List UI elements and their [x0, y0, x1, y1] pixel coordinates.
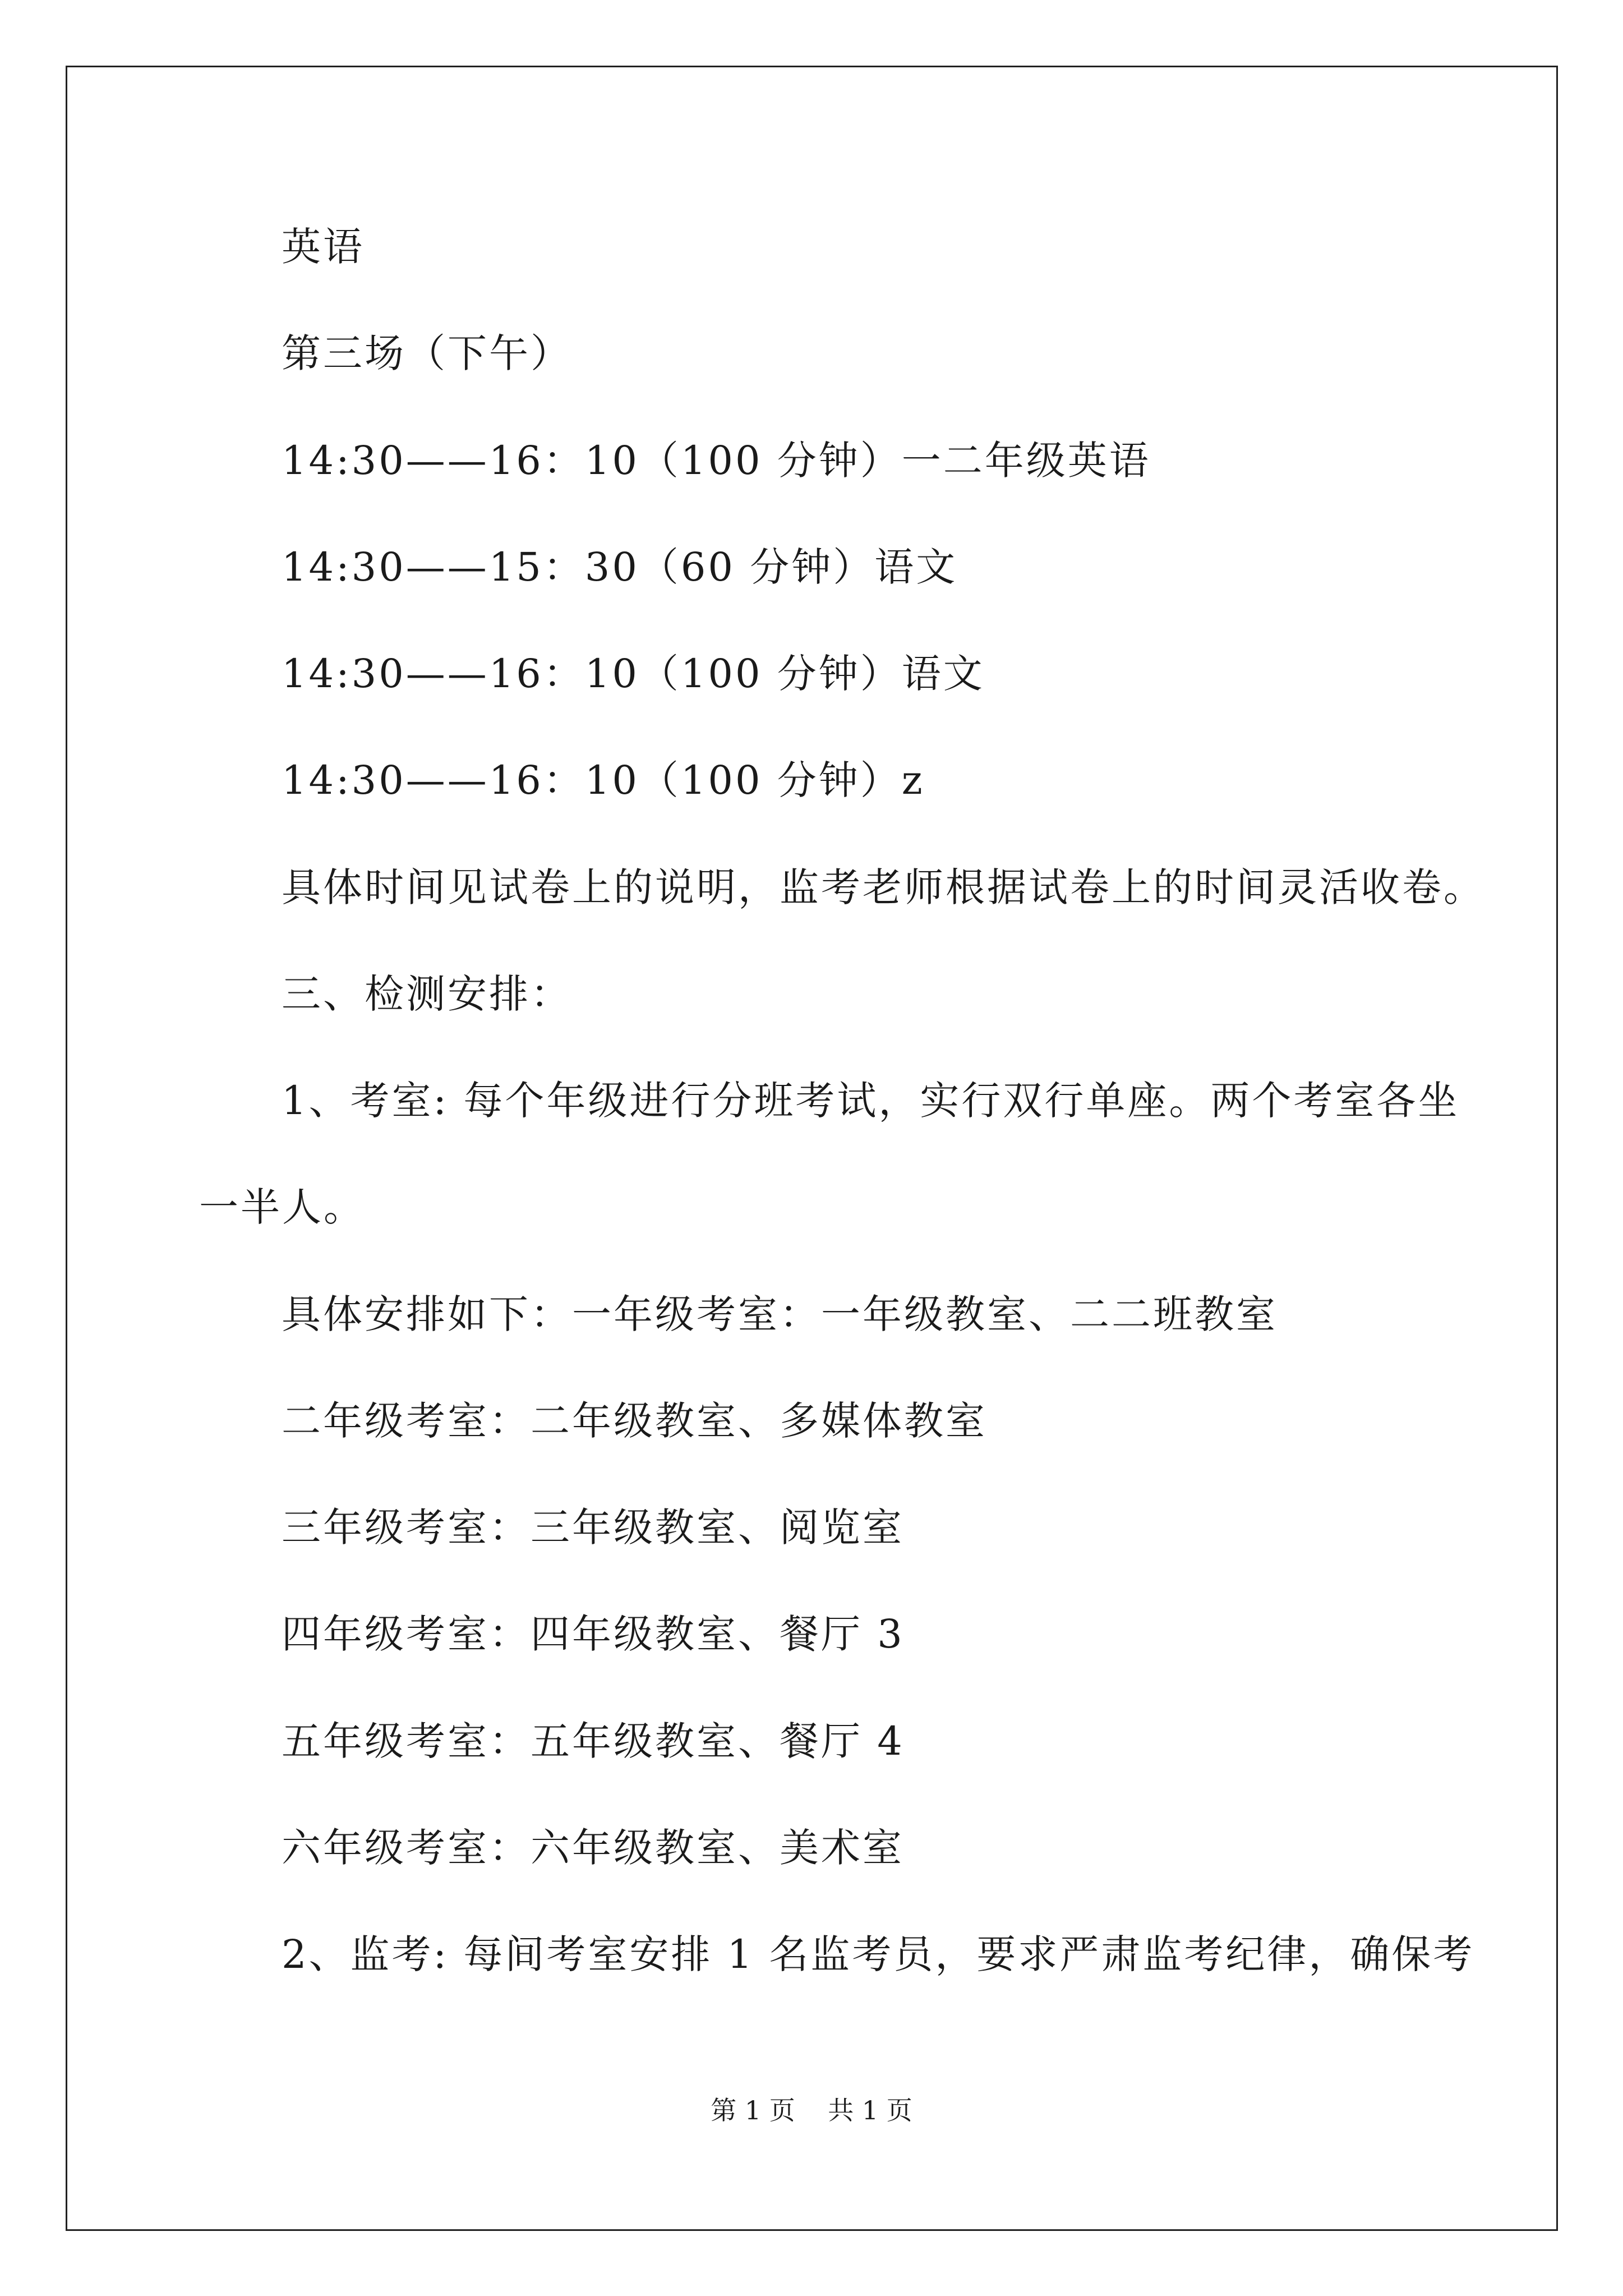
- text-line-grade-2-room: 二年级考室：二年级教室、多媒体教室: [282, 1398, 987, 1444]
- text-line-schedule-1: 14:30——16：10（100 分钟）一二年级英语: [282, 438, 1151, 484]
- text-line-grade-6-room: 六年级考室：六年级教室、美术室: [282, 1825, 904, 1871]
- text-line-grade-1-room: 具体安排如下：一年级考室：一年级教室、二二班教室: [282, 1291, 1278, 1337]
- text-line-subject: 英语: [282, 224, 365, 270]
- text-line-grade-4-room: 四年级考室：四年级教室、餐厅 3: [282, 1611, 905, 1657]
- page-border: [66, 66, 1558, 2231]
- text-line-session-heading: 第三场（下午）: [282, 330, 572, 376]
- page-footer: 第 1 页 共 1 页: [711, 2095, 912, 2125]
- text-line-exam-rooms-cont: 一半人。: [199, 1184, 365, 1230]
- text-line-time-note: 具体时间见试卷上的说明，监考老师根据试卷上的时间灵活收卷。: [282, 864, 1485, 910]
- text-line-schedule-4: 14:30——16：10（100 分钟）z: [282, 757, 925, 803]
- text-line-schedule-3: 14:30——16：10（100 分钟）语文: [282, 651, 985, 697]
- text-line-exam-rooms: 1、考室: 每个年级进行分班考试，实行双行单座。两个考室各坐: [282, 1078, 1460, 1124]
- text-line-invigilation: 2、监考: 每间考室安排 1 名监考员，要求严肃监考纪律，确保考: [282, 1931, 1475, 1977]
- text-line-grade-5-room: 五年级考室：五年级教室、餐厅 4: [282, 1718, 905, 1764]
- text-line-grade-3-room: 三年级考室：三年级教室、阅览室: [282, 1504, 904, 1550]
- text-line-schedule-2: 14:30——15：30（60 分钟）语文: [282, 544, 958, 590]
- section-heading-arrangement: 三、检测安排：: [282, 971, 572, 1017]
